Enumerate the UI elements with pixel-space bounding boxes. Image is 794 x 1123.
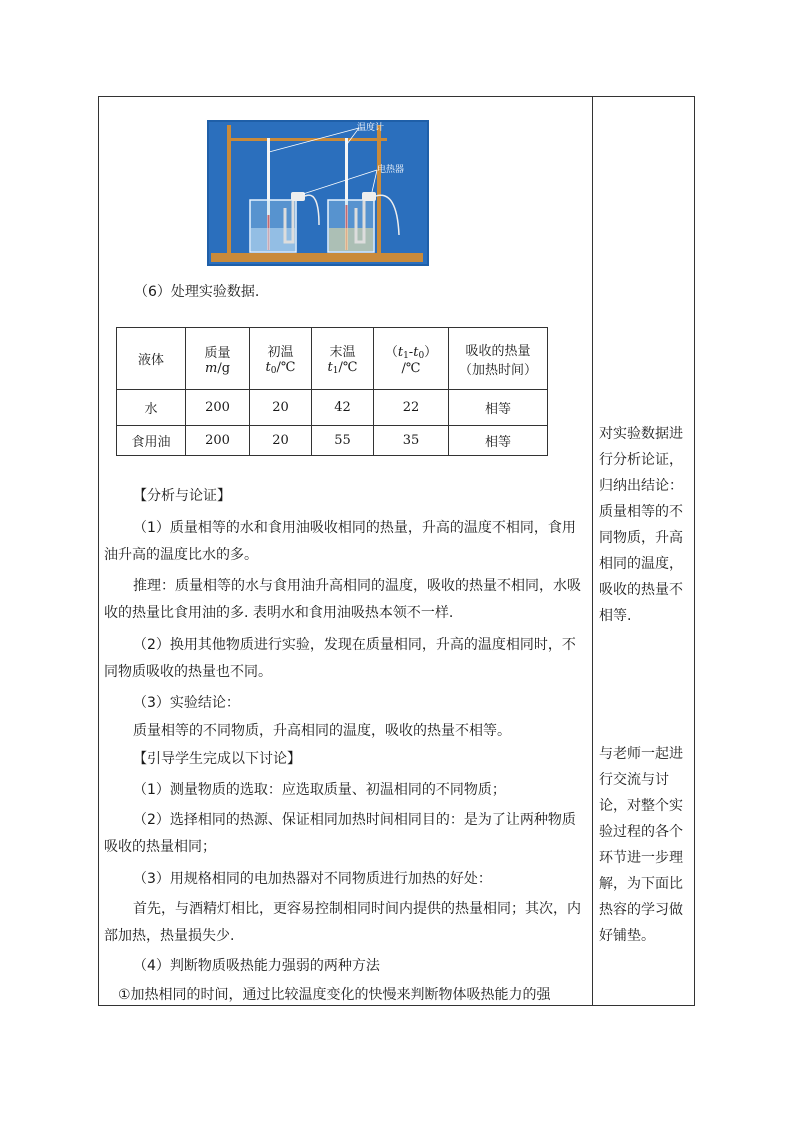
side-line: 验过程的各个 bbox=[599, 824, 683, 840]
guide-heading: 【引导学生完成以下讨论】 bbox=[133, 751, 301, 767]
guide-4-line-2: 部加热，热量损失少. bbox=[104, 928, 235, 944]
side-line: 吸收的热量不 bbox=[599, 582, 683, 598]
analysis-3-line-2: 同物质吸收的热量也不同。 bbox=[104, 664, 272, 680]
side-line: 与老师一起进 bbox=[599, 746, 683, 762]
analysis-heading: 【分析与论证】 bbox=[133, 488, 231, 504]
side-note-analysis bbox=[599, 421, 685, 629]
side-line: 归纳出结论： bbox=[599, 478, 683, 494]
data-table bbox=[116, 327, 548, 456]
experiment-figure bbox=[207, 120, 429, 266]
table-row bbox=[117, 426, 548, 456]
cell-liquid: 水 bbox=[117, 390, 186, 426]
cell-temp-diff: 35 bbox=[374, 426, 449, 456]
cell-temp-diff: 22 bbox=[374, 390, 449, 426]
cell-final-temp: 55 bbox=[312, 426, 374, 456]
analysis-2-line-2: 收的热量比食用油的多. 表明水和食用油吸热本领不一样. bbox=[104, 605, 454, 621]
side-line: 对实验数据进 bbox=[599, 426, 683, 442]
cell-heat: 相等 bbox=[449, 426, 548, 456]
right-beaker-liquid bbox=[329, 228, 373, 251]
side-line: 同物质，升高 bbox=[599, 530, 683, 546]
header-initial-temp: 初温 $t_0/℃$ bbox=[250, 328, 312, 390]
analysis-1-line-1: （1）质量相等的水和食用油吸收相同的热量，升高的温度不相同，食用 bbox=[133, 520, 576, 536]
header-heat-absorbed: 吸收的热量 （加热时间） bbox=[449, 328, 548, 390]
cell-initial-temp: 20 bbox=[250, 390, 312, 426]
top-bar bbox=[227, 138, 387, 141]
header-final-temp: 末温 $t_1/℃$ bbox=[312, 328, 374, 390]
cell-final-temp: 42 bbox=[312, 390, 374, 426]
step-6-text: （6）处理实验数据. bbox=[134, 284, 260, 300]
guide-1: （1）测量物质的选取：应选取质量、初温相同的不同物质； bbox=[133, 782, 506, 798]
left-heater-head bbox=[291, 192, 305, 201]
cell-heat: 相等 bbox=[449, 390, 548, 426]
side-line: 好铺垫。 bbox=[599, 928, 655, 944]
cell-liquid: 食用油 bbox=[117, 426, 186, 456]
side-line: 论，对整个实 bbox=[599, 798, 683, 814]
side-line: 质量相等的不 bbox=[599, 504, 683, 520]
guide-2-line-2: 吸收的热量相同； bbox=[104, 839, 216, 855]
left-beaker-liquid bbox=[251, 228, 295, 251]
right-heater-head bbox=[362, 192, 376, 201]
header-temp-diff: $(t_1-t_0)$ /℃ bbox=[374, 328, 449, 390]
cell-mass: 200 bbox=[186, 426, 250, 456]
side-line: 行分析论证， bbox=[599, 452, 683, 468]
guide-3: （3）用规格相同的电加热器对不同物质进行加热的好处： bbox=[133, 871, 492, 887]
bench bbox=[211, 253, 423, 262]
side-line: 相同的温度， bbox=[599, 556, 683, 572]
header-mass: 质量 m/g bbox=[186, 328, 250, 390]
cell-mass: 200 bbox=[186, 390, 250, 426]
side-line: 行交流与讨 bbox=[599, 772, 669, 788]
analysis-3-line-1: （2）换用其他物质进行实验，发现在质量相同，升高的温度相同时，不 bbox=[133, 637, 576, 653]
label-thermometer: 温度计 bbox=[357, 123, 385, 133]
right-stand-rod bbox=[377, 125, 381, 257]
left-stand-rod bbox=[227, 125, 231, 257]
guide-5: （4）判断物质吸热能力强弱的两种方法 bbox=[133, 958, 380, 974]
analysis-4: （3）实验结论： bbox=[133, 695, 240, 711]
analysis-2-line-1: 推理：质量相等的水与食用油升高相同的温度，吸收的热量不相同，水吸 bbox=[133, 578, 581, 594]
side-note-discussion bbox=[599, 741, 685, 949]
table-row bbox=[117, 390, 548, 426]
cell-initial-temp: 20 bbox=[250, 426, 312, 456]
guide-2-line-1: （2）选择相同的热源、保证相同加热时间相同目的：是为了让两种物质 bbox=[133, 812, 576, 828]
conclusion-text: 质量相等的不同物质，升高相同的温度，吸收的热量不相等。 bbox=[133, 723, 511, 739]
guide-6: ①加热相同的时间，通过比较温度变化的快慢来判断物体吸热能力的强 bbox=[118, 987, 551, 1003]
side-line: 解，为下面比 bbox=[599, 876, 683, 892]
guide-4-line-1: 首先，与酒精灯相比，更容易控制相同时间内提供的热量相同；其次，内 bbox=[133, 901, 581, 917]
figure-inner bbox=[209, 122, 427, 264]
side-line: 热容的学习做 bbox=[599, 902, 683, 918]
label-heater: 电热器 bbox=[377, 165, 405, 175]
header-liquid: 液体 bbox=[117, 328, 186, 390]
column-divider bbox=[592, 96, 593, 1006]
analysis-1-line-2: 油升高的温度比水的多。 bbox=[104, 547, 258, 563]
side-line: 相等. bbox=[599, 608, 632, 624]
side-line: 环节进一步理 bbox=[599, 850, 683, 866]
